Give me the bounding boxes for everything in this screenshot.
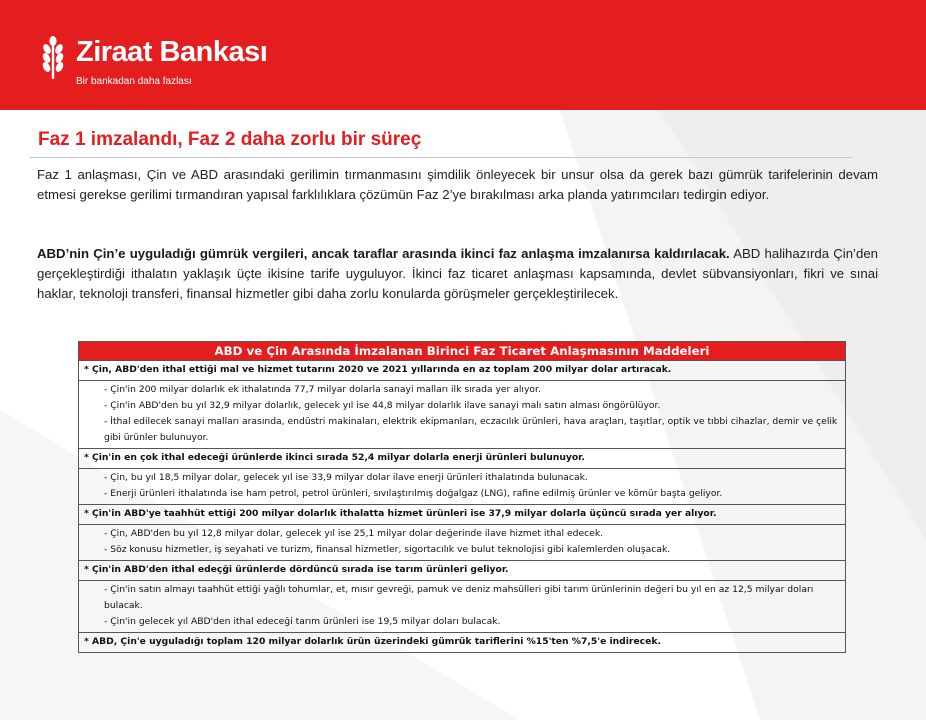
header-banner [0, 0, 926, 110]
table-row-head: * Çin'in ABD'ye taahhüt ettiği 200 milyar dolarlık ithalatta hizmet ürünleri ise 37,9 milyar dolarla üçüncü sırada yer alıyor. [79, 505, 846, 525]
agreement-items-table [78, 341, 846, 653]
detail-line: - Çin'in satın almayı taahhüt ettiği yağlı tohumlar, et, mısır gevreği, pamuk ve deniz mahsülleri gibi tarım ürünlerinin değeri bu yıl en az 12,5 milyar doları bulacak. [104, 584, 814, 611]
page-title: Faz 1 imzalandı, Faz 2 daha zorlu bir süreç [38, 129, 422, 150]
table-row-details [79, 381, 846, 449]
brand-name: Ziraat Bankası [76, 36, 268, 68]
ziraat-logo[interactable] [38, 36, 267, 88]
brand-tagline: Bir bankadan daha fazlası [76, 76, 192, 87]
detail-line: - Çin, ABD'den bu yıl 12,8 milyar dolar, gelecek yıl ise 25,1 milyar dolar değerinde ilave hizmet ithal edecek. [104, 528, 604, 539]
table-row-details [79, 581, 846, 633]
tariff-paragraph [37, 244, 878, 304]
detail-line: - Çin'in ABD'den bu yıl 32,9 milyar dolarlık, gelecek yıl ise 44,8 milyar dolarlık ilave sanayi malı satın alması öngörülüyor. [104, 400, 661, 411]
detail-line: - Çin'in gelecek yıl ABD'den ithal edeceği tarım ürünleri ise 19,5 milyar doları bulacak. [104, 616, 501, 627]
table-row-head: * Çin, ABD'den ithal ettiği mal ve hizmet tutarını 2020 ve 2021 yıllarında en az toplam 200 milyar dolar artıracak. [79, 361, 846, 381]
table-row-head: * Çin'in ABD'den ithal edeçği ürünlerde dördüncü sırada ise tarım ürünleri geliyor. [79, 561, 846, 581]
table-row-details [79, 525, 846, 561]
tariff-paragraph-body: ABD halihazırda Çin’den gerçekleştirdiği ithalatın yaklaşık üçte ikisine tarife uyguluyor. İkinci faz ticaret anlaşması kapsamında, devlet sübvansiyonları, fikri ve sınai haklar, teknoloji transferi, finansal hizmetler gibi daha zorlu konularda görüşmeler gerçekleştirilecek. [37, 246, 878, 301]
table-row-details [79, 469, 846, 505]
detail-line: - Söz konusu hizmetler, iş seyahati ve turizm, finansal hizmetler, sigortacılık ve bulut teknolojisi gibi kalemlerden oluşacak. [104, 544, 671, 555]
detail-line: - Çin, bu yıl 18,5 milyar dolar, gelecek yıl ise 33,9 milyar dolar ilave enerji ürünleri ithalatında bulunacak. [104, 472, 588, 483]
detail-line: - Enerji ürünleri ithalatında ise ham petrol, petrol ürünleri, sıvılaştırılmış doğalgaz (LNG), rafine edilmiş ürünler ve kömür başta geliyor. [104, 488, 723, 499]
table-row-head: * ABD, Çin'e uyguladığı toplam 120 milyar dolarlık ürün üzerindeki gümrük tariflerini %15'ten %7,5'e indirecek. [79, 633, 846, 653]
wheat-icon [38, 36, 68, 80]
table-row-head: * Çin'in en çok ithal edeceği ürünlerde ikinci sırada 52,4 milyar dolarla enerji ürünleri bulunuyor. [79, 449, 846, 469]
intro-paragraph: Faz 1 anlaşması, Çin ve ABD arasındaki gerilimin tırmanmasını şimdilik önleyecek bir unsur olsa da gerek bazı gümrük tarifelerinin devam etmesi gerekse gerilimi tırmandıran yapısal farklılıklara çözümün Faz 2’ye bırakılması arka planda yatırımcıları tedirgin ediyor. [37, 167, 878, 202]
title-divider [30, 157, 852, 158]
table-title: ABD ve Çin Arasında İmzalanan Birinci Faz Ticaret Anlaşmasının Maddeleri [79, 342, 846, 361]
detail-line: - Çin'in 200 milyar dolarlık ek ithalatında 77,7 milyar dolarla sanayi malları ilk sırada yer alıyor. [104, 384, 541, 395]
detail-line: - İthal edilecek sanayi malları arasında, endüstri makinaları, elektrik ekipmanları, eczacılık ürünleri, hava araçları, taşıtlar, optik ve tıbbi cihazlar, demir ve çelik gibi ürünler bulunuyor. [104, 416, 838, 443]
tariff-paragraph-lead: ABD’nin Çin’e uyguladığı gümrük vergileri, ancak taraflar arasında ikinci faz anlaşma imzalanırsa kaldırılacak. [37, 246, 730, 261]
